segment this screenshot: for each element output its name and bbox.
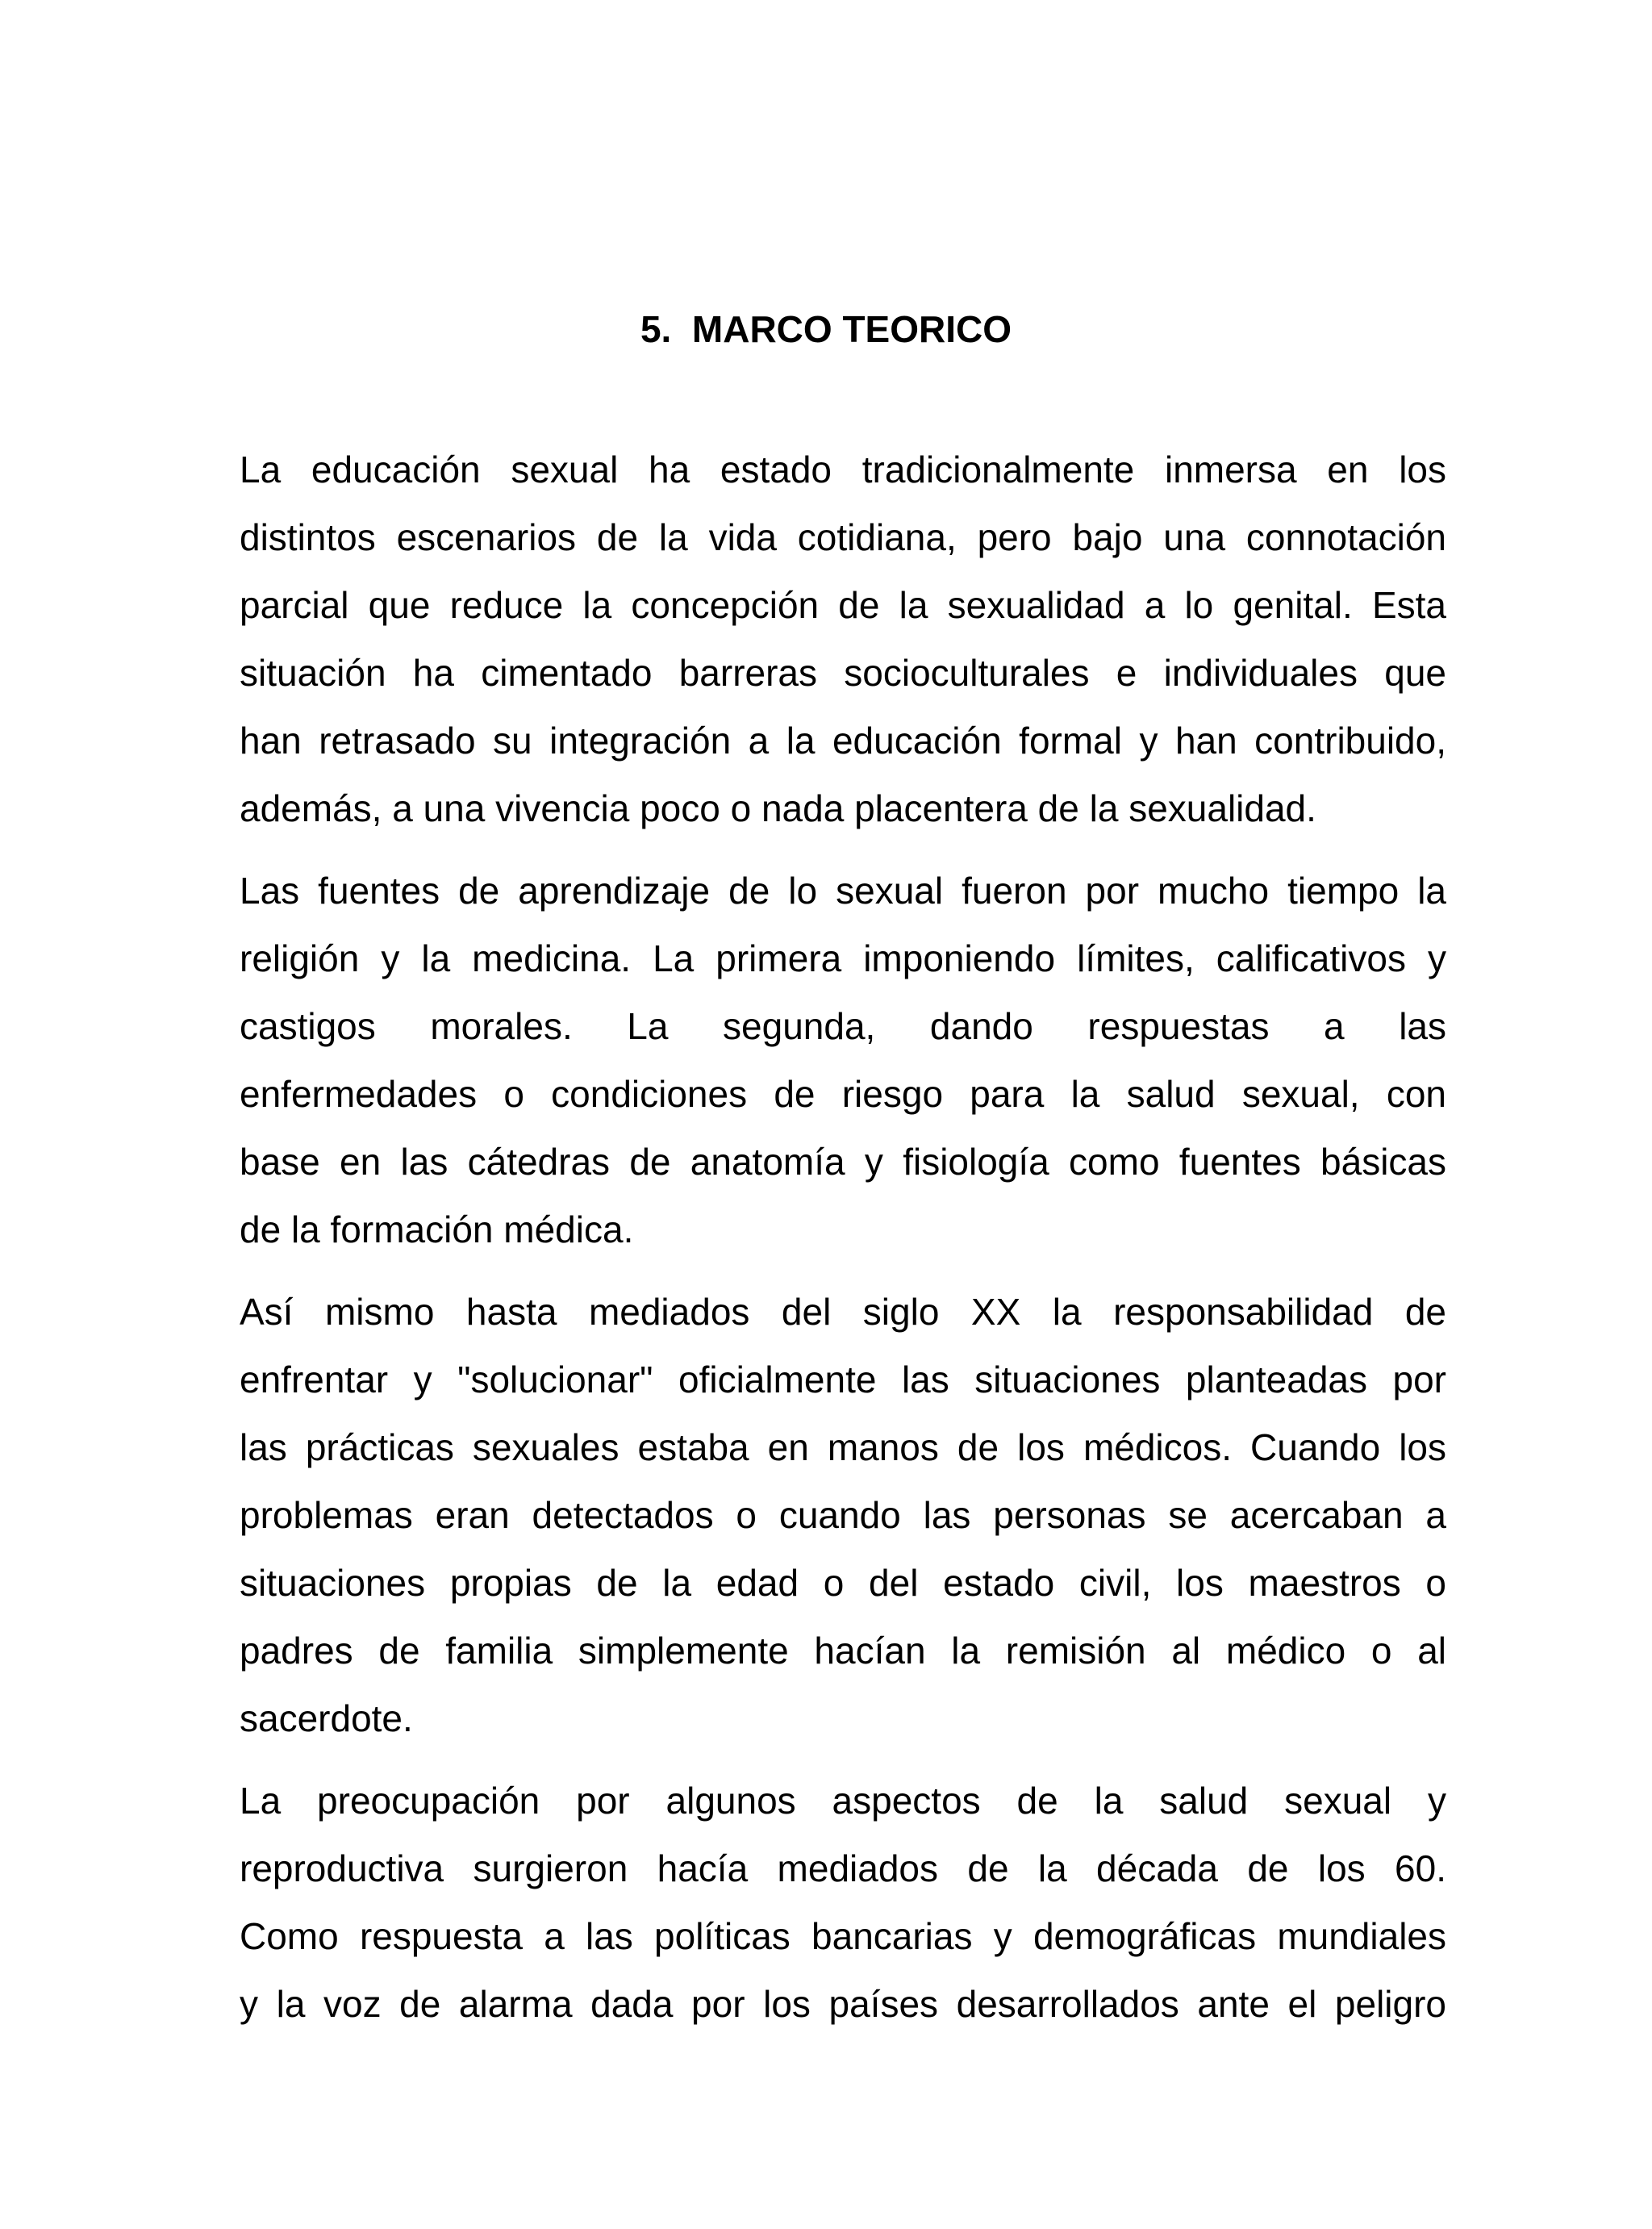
text-line: reproductiva surgieron hacía mediados de la década de los 60. xyxy=(240,1847,1446,1889)
text-line: situaciones propias de la edad o del estado civil, los maestros o xyxy=(240,1562,1446,1604)
section-number: 5. xyxy=(640,308,672,350)
text-line: además, a una vivencia poco o nada placentera de la sexualidad. xyxy=(240,787,1316,829)
text-line: y la voz de alarma dada por los países desarrollados ante el peligro xyxy=(240,1983,1446,2025)
section-heading xyxy=(0,303,1652,355)
text-line: de la formación médica. xyxy=(240,1208,634,1250)
text-line: enfrentar y "solucionar" oficialmente las situaciones planteadas por xyxy=(240,1359,1446,1400)
body-text xyxy=(240,436,1446,2052)
text-line: La preocupación por algunos aspectos de la salud sexual y xyxy=(240,1780,1446,1822)
text-line: sacerdote. xyxy=(240,1697,413,1739)
text-line: Las fuentes de aprendizaje de lo sexual fueron por mucho tiempo la xyxy=(240,870,1446,912)
text-line: han retrasado su integración a la educación formal y han contribuido, xyxy=(240,720,1446,762)
text-line: las prácticas sexuales estaba en manos de los médicos. Cuando los xyxy=(240,1426,1446,1468)
text-line: distintos escenarios de la vida cotidiana, pero bajo una connotación xyxy=(240,516,1446,558)
text-line: castigos morales. La segunda, dando respuestas a las xyxy=(240,1005,1446,1047)
section-title: MARCO TEORICO xyxy=(691,308,1012,350)
text-line: situación ha cimentado barreras socioculturales e individuales que xyxy=(240,652,1446,694)
text-line: Así mismo hasta mediados del siglo XX la responsabilidad de xyxy=(240,1291,1446,1333)
text-line: Como respuesta a las políticas bancarias y demográficas mundiales xyxy=(240,1915,1446,1957)
text-line: enfermedades o condiciones de riesgo para la salud sexual, con xyxy=(240,1073,1446,1115)
text-line: padres de familia simplemente hacían la remisión al médico o al xyxy=(240,1630,1446,1672)
text-line: parcial que reduce la concepción de la sexualidad a lo genital. Esta xyxy=(240,584,1446,626)
text-line: religión y la medicina. La primera imponiendo límites, calificativos y xyxy=(240,937,1446,979)
paragraph xyxy=(240,857,1446,1263)
paragraph xyxy=(240,436,1446,842)
text-line: base en las cátedras de anatomía y fisiología como fuentes básicas xyxy=(240,1141,1446,1183)
paragraph xyxy=(240,1278,1446,1752)
paragraph xyxy=(240,1767,1446,2038)
text-line: problemas eran detectados o cuando las personas se acercaban a xyxy=(240,1494,1446,1536)
text-line: La educación sexual ha estado tradicionalmente inmersa en los xyxy=(240,449,1446,490)
